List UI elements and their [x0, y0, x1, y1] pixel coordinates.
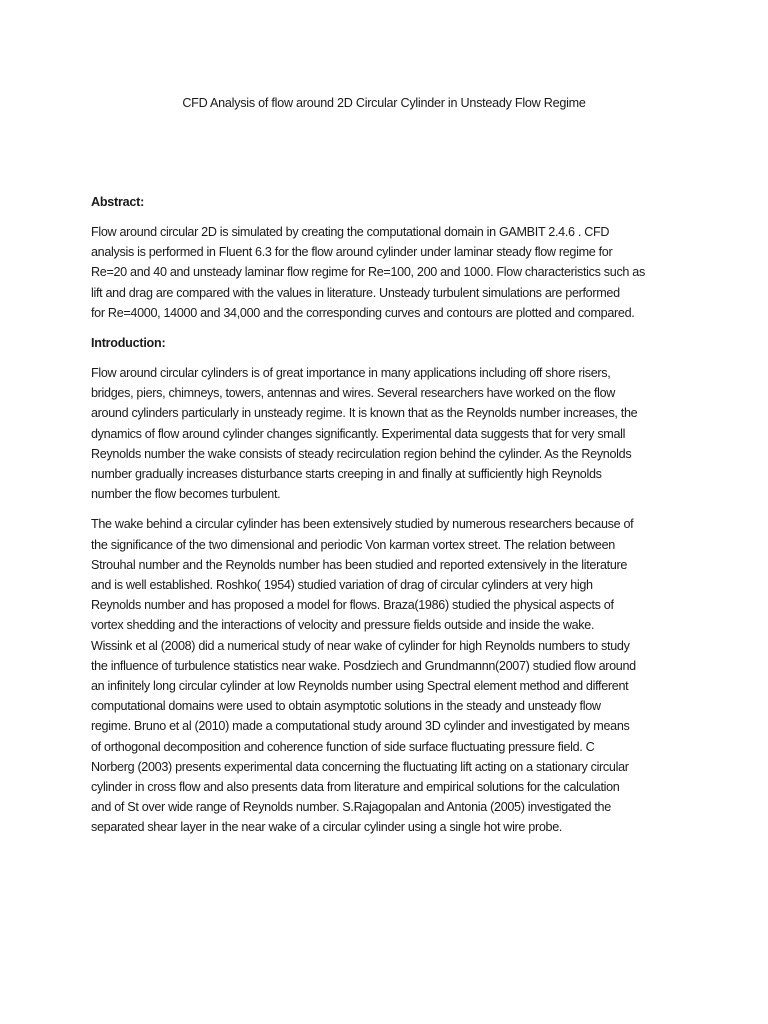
- text-line: around cylinders particularly in unsteady regime. It is known that as the Reynolds number increases, the: [91, 406, 638, 421]
- text-line: and is well established. Roshko( 1954) studied variation of drag of circular cylinders at very high: [91, 578, 593, 593]
- abstract-paragraph: [91, 222, 686, 323]
- text-line: of orthogonal decomposition and coherence function of side surface fluctuating pressure field. C: [91, 739, 595, 754]
- text-line: bridges, piers, chimneys, towers, antennas and wires. Several researchers have worked on the flow: [91, 386, 616, 401]
- text-line: Flow around circular 2D is simulated by creating the computational domain in GAMBIT 2.4.6 . CFD: [91, 225, 610, 239]
- document-title: CFD Analysis of flow around 2D Circular Cylinder in Unsteady Flow Regime: [182, 96, 586, 110]
- text-line: dynamics of flow around cylinder changes significantly. Experimental data suggests that for very small: [91, 426, 626, 441]
- text-line: Wissink et al (2008) did a numerical study of near wake of cylinder for high Reynolds numbers to study: [91, 638, 630, 653]
- text-line: computational domains were used to obtain asymptotic solutions in the steady and unsteady flow: [91, 699, 601, 714]
- text-line: Reynolds number and has proposed a model for flows. Braza(1986) studied the physical aspects of: [91, 598, 614, 613]
- text-line: Re=20 and 40 and unsteady laminar flow regime for Re=100, 200 and 1000. Flow characteristics such as: [91, 265, 645, 280]
- document-body: [91, 192, 686, 848]
- text-line: the influence of turbulence statistics near wake. Posdziech and Grundmannn(2007) studied flow around: [91, 658, 636, 673]
- introduction-paragraph-1: [91, 363, 686, 504]
- text-line: lift and drag are compared with the values in literature. Unsteady turbulent simulations are performed: [91, 285, 620, 300]
- text-line: and of St over wide range of Reynolds number. S.Rajagopalan and Antonia (2005) investigated the: [91, 800, 611, 815]
- text-line: Flow around circular cylinders is of great importance in many applications including off shore risers,: [91, 366, 611, 381]
- text-line: vortex shedding and the interactions of velocity and pressure fields outside and inside the wake.: [91, 618, 595, 633]
- text-line: the significance of the two dimensional and periodic Von karman vortex street. The relation between: [91, 537, 615, 552]
- abstract-heading: Abstract:: [91, 195, 145, 209]
- text-line: for Re=4000, 14000 and 34,000 and the corresponding curves and contours are plotted and compared.: [91, 305, 635, 320]
- text-line: number the flow becomes turbulent.: [91, 487, 281, 502]
- text-line: regime. Bruno et al (2010) made a computational study around 3D cylinder and investigated by means: [91, 719, 630, 734]
- text-line: The wake behind a circular cylinder has been extensively studied by numerous researchers because of: [91, 517, 634, 532]
- text-line: analysis is performed in Fluent 6.3 for the flow around cylinder under laminar steady flow regime for: [91, 245, 613, 260]
- introduction-paragraph-2: [91, 514, 686, 837]
- text-line: cylinder in cross flow and also presents data from literature and empirical solutions for the calculation: [91, 780, 620, 795]
- text-line: Reynolds number the wake consists of steady recirculation region behind the cylinder. As the Reynolds: [91, 446, 632, 461]
- text-line: separated shear layer in the near wake of a circular cylinder using a single hot wire probe.: [91, 820, 563, 835]
- text-line: Norberg (2003) presents experimental data concerning the fluctuating lift acting on a stationary circular: [91, 759, 629, 774]
- introduction-heading: Introduction:: [91, 336, 166, 351]
- text-line: an infinitely long circular cylinder at low Reynolds number using Spectral element method and different: [91, 679, 629, 694]
- text-line: Strouhal number and the Reynolds number has been studied and reported extensively in the literature: [91, 557, 628, 572]
- text-line: number gradually increases disturbance starts creeping in and finally at sufficiently high Reynolds: [91, 467, 602, 482]
